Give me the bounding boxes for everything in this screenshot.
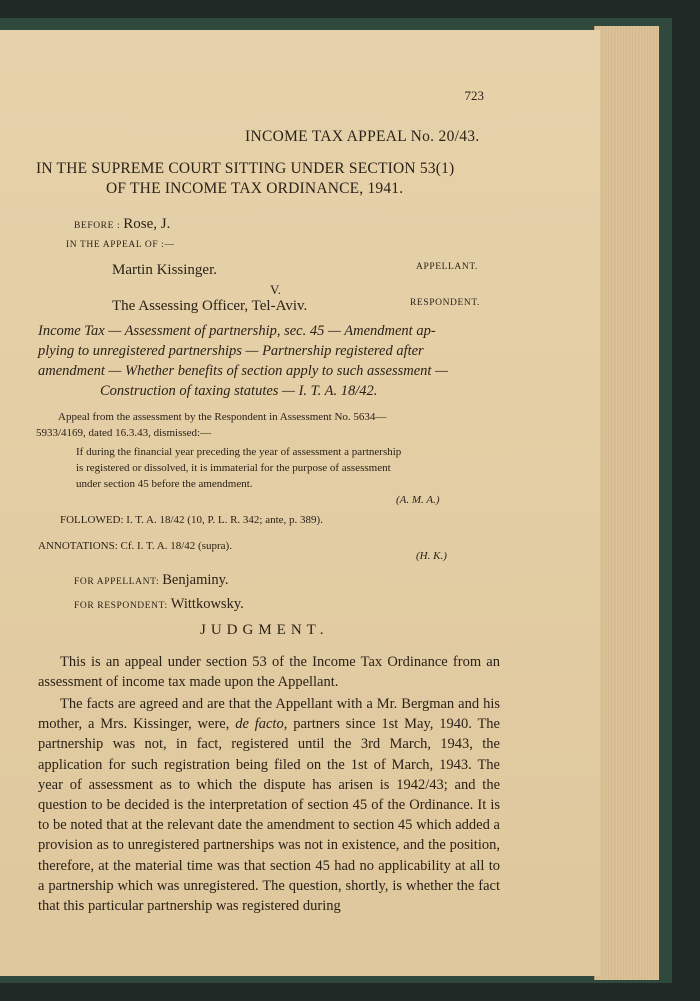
respondent-label: RESPONDENT. bbox=[410, 298, 481, 308]
paragraph-2-italic: de facto, bbox=[235, 716, 288, 733]
before-label: BEFORE : bbox=[74, 221, 121, 231]
headnote-line: plying to unregistered partnerships — Partnership registered after bbox=[38, 343, 424, 359]
book-page bbox=[0, 30, 600, 976]
appellant-label: APPELLANT. bbox=[416, 262, 479, 272]
respondent-counsel: Wittkowsky. bbox=[170, 596, 244, 612]
versus: V. bbox=[270, 282, 281, 297]
respondent-name: The Assessing Officer, Tel-Aviv. bbox=[112, 298, 308, 314]
holding-line: is registered or dissolved, it is immaterial for the purpose of assessment bbox=[76, 462, 391, 474]
appellant-name: Martin Kissinger. bbox=[112, 262, 217, 278]
holding-line: under section 45 before the amendment. bbox=[76, 478, 253, 490]
case-title: INCOME TAX APPEAL No. 20/43. bbox=[245, 128, 480, 145]
appellant-counsel: Benjaminy. bbox=[162, 572, 229, 588]
for-respondent-line bbox=[74, 596, 244, 613]
for-appellant-line bbox=[74, 572, 229, 589]
holding-initials: (A. M. A.) bbox=[396, 494, 440, 506]
paragraph-2-part-c: partners since 1st May, 1940. The partnership was not, in fact, registered until the 3rd March, 1943, the application for such registration being filed on the 1st of March, 1943. The year of assessment as to which the dispute has arisen is 1942/43; and the question to be decided is the interpretation of section 45 of the Ordinance. It is to be noted that at the relevant date the amendment to section 45 which added a provision as to unregistered partnerships was not in existence, and the position, therefore, at the material time was that section 45 had no applicability at all to a partnership which was unregistered. The question, shortly, is whether the fact that this particular partnership was registered during bbox=[38, 716, 500, 915]
annotations-initials: (H. K.) bbox=[416, 550, 447, 562]
judgment-paragraph-1: This is an appeal under section 53 of the Income Tax Ordinance from an assessment of income tax made upon the Appellant. bbox=[38, 654, 500, 691]
followed-citation: FOLLOWED: I. T. A. 18/42 (10, P. L. R. 342; ante, p. 389). bbox=[60, 514, 323, 526]
paragraph-2-part-a: The facts are agreed and are that the Appellant with a Mr. Bergman and his mother, a Mrs. Kissinger, were, bbox=[38, 696, 500, 733]
appeal-of-label: IN THE APPEAL OF :— bbox=[66, 240, 175, 250]
before-line bbox=[74, 216, 170, 233]
headnote-line: Construction of taxing statutes — I. T. A. 18/42. bbox=[100, 383, 378, 399]
annotations-citation: ANNOTATIONS: Cf. I. T. A. 18/42 (supra). bbox=[38, 540, 232, 552]
court-heading-line-2: OF THE INCOME TAX ORDINANCE, 1941. bbox=[106, 180, 404, 197]
for-respondent-label: FOR RESPONDENT: bbox=[74, 601, 168, 611]
page-edges bbox=[594, 26, 659, 980]
page-number: 723 bbox=[464, 88, 484, 103]
judgment-heading: JUDGMENT. bbox=[200, 622, 329, 638]
headnote-line: Income Tax — Assessment of partnership, sec. 45 — Amendment ap- bbox=[38, 323, 436, 339]
judgment-paragraph-2 bbox=[38, 694, 500, 916]
judge-name: Rose, J. bbox=[123, 216, 171, 232]
appeal-summary-line: 5933/4169, dated 16.3.43, dismissed:— bbox=[36, 427, 212, 439]
appeal-summary-line: Appeal from the assessment by the Respondent in Assessment No. 5634— bbox=[58, 411, 387, 423]
for-appellant-label: FOR APPELLANT: bbox=[74, 577, 160, 587]
headnote-line: amendment — Whether benefits of section apply to such assessment — bbox=[38, 363, 448, 379]
holding-line: If during the financial year preceding the year of assessment a partnership bbox=[76, 446, 402, 458]
court-heading-line-1: IN THE SUPREME COURT SITTING UNDER SECTION 53(1) bbox=[36, 160, 455, 177]
